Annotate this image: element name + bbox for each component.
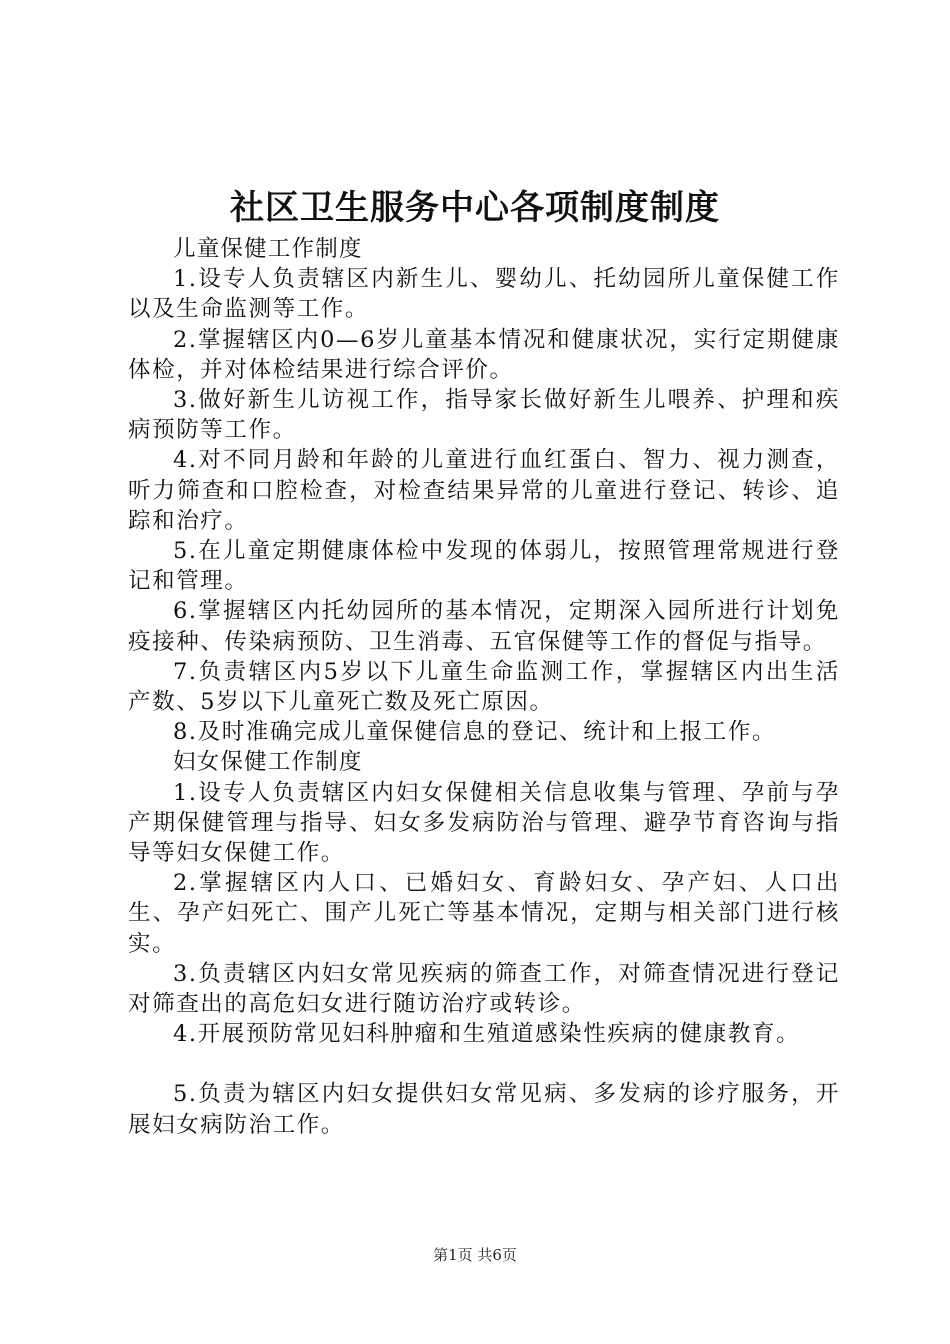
paragraph: 4.开展预防常见妇科肿瘤和生殖道感染性疾病的健康教育。 [173, 1021, 801, 1048]
paragraph: 8.及时准确完成儿童保健信息的登记、统计和上报工作。 [173, 719, 777, 746]
section-heading-child-health: 儿童保健工作制度 [173, 236, 363, 262]
blank-line [128, 1049, 840, 1079]
document-body [128, 234, 840, 1140]
paragraph: 3.做好新生儿访视工作，指导家长做好新生儿喂养、护理和疾病预防等工作。 [128, 387, 840, 444]
paragraph: 2.掌握辖区内人口、已婚妇女、育龄妇女、孕产妇、人口出生、孕产妇死亡、围产儿死亡等基本情况，定期与相关部门进行核实。 [128, 870, 840, 957]
paragraph: 1.设专人负责辖区内新生儿、婴幼儿、托幼园所儿童保健工作以及生命监测等工作。 [128, 266, 840, 323]
paragraph: 2.掌握辖区内0—6岁儿童基本情况和健康状况，实行定期健康体检，并对体检结果进行综合评价。 [128, 326, 840, 383]
paragraph: 1.设专人负责辖区内妇女保健相关信息收集与管理、孕前与孕产期保健管理与指导、妇女多发病防治与管理、避孕节育咨询与指导等妇女保健工作。 [128, 779, 840, 867]
paragraph: 4.对不同月龄和年龄的儿童进行血红蛋白、智力、视力测查，听力筛查和口腔检查，对检查结果异常的儿童进行登记、转诊、追踪和治疗。 [128, 447, 840, 534]
page-footer: 第1页 共6页 [433, 1246, 517, 1264]
paragraph: 5.在儿童定期健康体检中发现的体弱儿，按照管理常规进行登记和管理。 [128, 538, 840, 595]
paragraph: 3.负责辖区内妇女常见疾病的筛查工作，对筛查情况进行登记对筛查出的高危妇女进行随访治疗或转诊。 [128, 960, 840, 1018]
paragraph: 5.负责为辖区内妇女提供妇女常见病、多发病的诊疗服务，开展妇女病防治工作。 [128, 1081, 840, 1138]
paragraph: 6.掌握辖区内托幼园所的基本情况，定期深入园所进行计划免疫接种、传染病预防、卫生消毒、五官保健等工作的督促与指导。 [128, 598, 840, 655]
section-heading-women-health: 妇女保健工作制度 [173, 749, 363, 776]
paragraph: 7.负责辖区内5岁以下儿童生命监测工作，掌握辖区内出生活产数、5岁以下儿童死亡数及死亡原因。 [128, 658, 840, 716]
document-title: 社区卫生服务中心各项制度制度 [230, 188, 720, 228]
